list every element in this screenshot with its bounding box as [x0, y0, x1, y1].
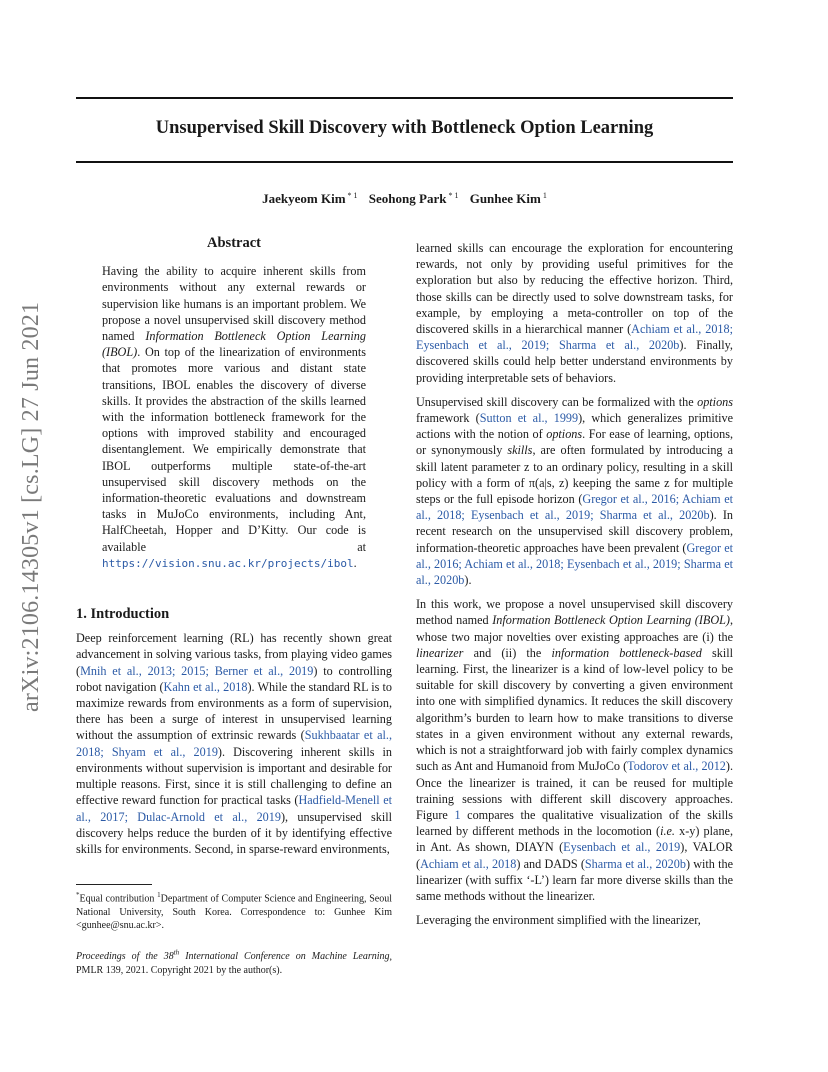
text-run: framework ( [416, 411, 480, 426]
footnote-text: , PMLR 139, 2021. Copyright 2021 by the author(s). [76, 951, 392, 976]
body-paragraph [416, 240, 733, 386]
body-paragraph [416, 394, 733, 588]
section-heading-introduction: 1. Introduction [76, 606, 170, 623]
author [369, 191, 459, 206]
right-column [416, 240, 733, 936]
citation-link[interactable]: Achiam et al., 2018; Eysenbach et al., 2019; Sharma et al., 2020b [416, 322, 733, 353]
citation-link[interactable]: Sharma et al., 2020b [584, 856, 686, 871]
author-name: Seohong Park [368, 191, 447, 206]
text-run: learned skills can encourage the exploration for encountering rewards, not only by providing useful primitives for the exploration but also by reducing the effective horizon. Third, those skills can be directly used to solve downstream tasks, for example, by employing a meta-controller on top of the discovered skills in a hierarchical manner ( [416, 241, 733, 337]
proceedings-notice [76, 947, 392, 977]
paper-title: Unsupervised Skill Discovery with Bottleneck Option Learning [155, 118, 654, 138]
footnote-rule [76, 884, 152, 885]
emphasis: options [546, 427, 583, 442]
author [262, 191, 357, 206]
author-affiliation-mark: * 1 [347, 191, 358, 200]
body-paragraph [416, 596, 733, 904]
footnote-text: Proceedings of the 38 [76, 951, 174, 963]
footnote-mark: * [76, 891, 80, 899]
text-run: ), VALOR ( [416, 840, 733, 871]
title-rule-bottom [76, 161, 733, 163]
text-run: x-y) plane, in Ant. As shown, DIAYN ( [416, 824, 733, 855]
code-link[interactable]: https://vision.snu.ac.kr/projects/ibol [102, 556, 354, 570]
figure-reference-link[interactable]: 1 [454, 807, 461, 822]
text-run: ) to controlling robot navigation ( [76, 663, 392, 694]
emphasis: skills [507, 443, 533, 458]
text-run: . For ease of learning, options, or synonymously [416, 427, 733, 458]
text-run: ). Once the linearizer is trained, it can be reused for multiple training sessions with different skill discovery approaches. Figure [416, 759, 734, 822]
author-name: Gunhee Kim [469, 191, 541, 206]
text-run: ). While the standard RL is to maximize rewards from environments as a form of supervision, there has been a surge of interest in unsupervised learning without the assumption of extrinsic rewards ( [76, 679, 392, 743]
abstract-text-run: . [353, 555, 357, 570]
left-column [76, 235, 392, 865]
intro-paragraph [76, 630, 392, 857]
citation-link[interactable]: Kahn et al., 2018 [163, 679, 248, 694]
citation-link[interactable]: Gregor et al., 2016; Achiam et al., 2018; Eysenbach et al., 2019; Sharma et al., 2020b [416, 540, 733, 588]
citation-link[interactable]: Hadfield-Menell et al., 2017; Dulac-Arnold et al., 2019 [76, 793, 392, 824]
text-run: In this work, we propose a novel unsupervised skill discovery method named [416, 597, 733, 628]
emphasis: i.e. [660, 824, 675, 839]
citation-link[interactable]: Sukhbaatar et al., 2018; Shyam et al., 2019 [76, 728, 392, 759]
abstract-text-run: Having the ability to acquire inherent skills from environments without any external rewards or supervision like humans is an important problem. We propose a novel unsupervised skill discovery method named [102, 264, 366, 344]
citation-link[interactable]: Achiam et al., 2018 [420, 856, 517, 871]
emphasis: linearizer [416, 645, 464, 660]
author-list [76, 191, 733, 207]
title-rule-top [76, 97, 733, 99]
text-run: ). In recent research on the unsupervised skill discovery problem, information-theoretic approaches have been prevalent ( [416, 508, 733, 555]
abstract-text-run: . On top of the linearization of environments that promotes more various and distant state transitions, IBOL enables the discovery of diverse skills. It provides the abstraction of the skills learned with the information bottleneck framework for the options with improved stability and encouraged disentanglement. We empirically demonstrate that IBOL outperforms multiple state-of-the-art unsupervised skill discovery methods on the information-theoretic evaluations and downstream tasks in MuJoCo environments, including Ant, HalfCheetah, Hopper and D’Kitty. Our code is available at [102, 345, 366, 554]
footnotes [76, 884, 392, 977]
citation-link[interactable]: Mnih et al., 2013; 2015; Berner et al., 2019 [80, 663, 314, 678]
text-run: ), unsupervised skill discovery helps reduce the burden of it by identifying effective skills for environments. Second, in sparse-reward environments, [76, 809, 392, 856]
text-run: Deep reinforcement learning (RL) has recently shown great advancement in solving various tasks, from playing video games ( [76, 631, 392, 678]
text-run: ) with the linearizer (with suffix ‘-L’) learn far more diverse skills than the same methods without the linearizer. [416, 856, 733, 903]
text-run: compares the qualitative visualization of the skills learned by different methods in the locomotion ( [416, 807, 733, 839]
abstract-text [102, 263, 366, 572]
text-run: ). Discovering inherent skills in environments without supervision is important and desirable for multiple reasons. First, since it is still challenging to define an effective reward function for practical tasks ( [76, 744, 392, 808]
text-run: ), which generalizes primitive actions with the notion of [416, 411, 733, 442]
footnote-text: Department of Computer Science and Engineering, Seoul National University, South Korea. Correspondence to: Gunhee Kim <gunhee@snu.ac.kr>. [76, 893, 392, 932]
text-run: , are often formulated by introducing a skill latent parameter z to an ordinary policy, resulting in a skill policy with a form of π(a|s, z) keeping the same z for multiple steps or the full episode horizon ( [416, 443, 733, 507]
citation-link[interactable]: Todorov et al., 2012 [627, 759, 726, 774]
text-run: , whose two major novelties over existing approaches are (i) the [416, 613, 734, 644]
text-run: and (ii) the [463, 645, 552, 660]
footnote-mark: 1 [157, 891, 161, 899]
author-name: Jaekyeom Kim [262, 191, 346, 206]
text-run: Unsupervised skill discovery can be formalized with the [416, 394, 698, 409]
arxiv-identifier: arXiv:2106.14305v1 [cs.LG] 27 Jun 2021 [18, 301, 44, 712]
author [470, 191, 547, 206]
citation-link[interactable]: Sutton et al., 1999 [479, 411, 579, 426]
method-name: Information Bottleneck Option Learning (IBOL) [102, 329, 366, 360]
author-affiliation-mark: * 1 [448, 191, 459, 200]
method-name: Information Bottleneck Option Learning (IBOL) [492, 613, 730, 628]
citation-link[interactable]: Eysenbach et al., 2019 [563, 840, 681, 855]
abstract-heading: Abstract [207, 235, 261, 251]
emphasis: information bottleneck-based [551, 645, 702, 660]
emphasis: options [697, 394, 733, 409]
citation-link[interactable]: Gregor et al., 2016; Achiam et al., 2018; Eysenbach et al., 2019; Sharma et al., 2020b [416, 492, 733, 523]
body-paragraph: Leveraging the environment simplified with the linearizer, [416, 913, 701, 928]
text-run: skill learning. First, the linearizer is a kind of low-level policy to be suitable for skill discovery by converting a given environment into one with simplified dynamics. It reduces the skill discovery algorithm’s burden to learn how to make transitions to diverse states in a given environment without any external rewards, which is not a straightforward job with fairly complex dynamics such as Ant and Humanoid from MuJoCo ( [416, 645, 733, 774]
footnote-text: International Conference on Machine Learning [179, 951, 390, 963]
author-affiliation-mark: 1 [542, 191, 547, 200]
text-run: ). [464, 573, 472, 588]
footnote-affiliation [76, 889, 392, 933]
footnote-text: Equal contribution [79, 893, 158, 905]
text-run: ) and DADS ( [516, 856, 585, 871]
text-run: ). Finally, discovered skills could help better understand environments by providing interpretable sets of behaviors. [416, 338, 733, 385]
footnote-mark: th [173, 948, 180, 957]
